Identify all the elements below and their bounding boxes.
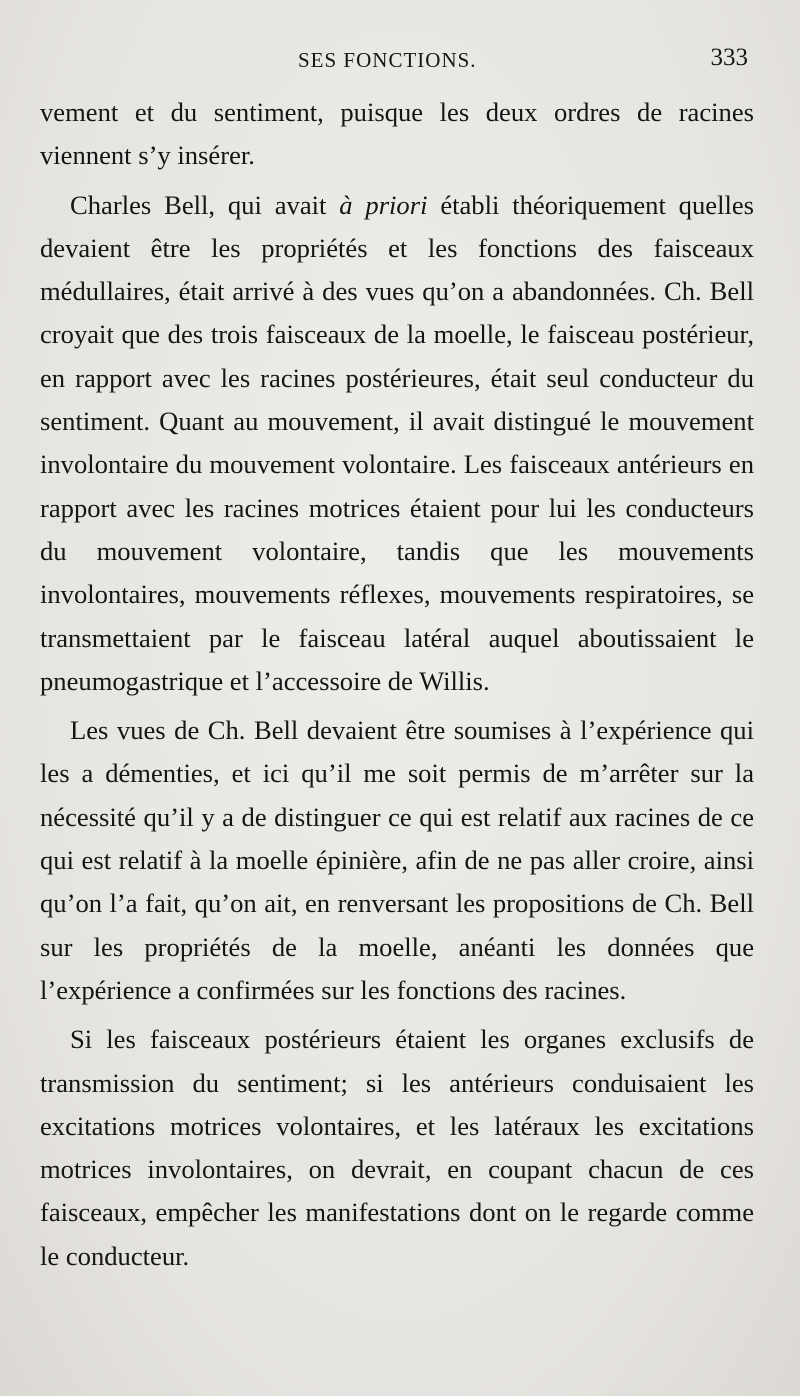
paragraph-2-italic: à priori (339, 189, 428, 220)
paragraph-2 (40, 184, 754, 704)
paragraph-3: Les vues de Ch. Bell devaient être soumises à l’expérience qui les a démenties, et ici qu’il me soit permis de m’arrêter sur la nécessité qu’il y a de distinguer ce qui est relatif aux racines de ce qui est relatif à la moelle épinière, afin de ne pas aller croire, ainsi qu’on l’a fait, qu’on ait, en renversant les propositions de Ch. Bell sur les propriétés de la moelle, anéanti les données que l’expérience a confirmées sur les fonctions des racines. (40, 715, 754, 1005)
paragraph-4: Si les faisceaux postérieurs étaient les organes exclusifs de transmission du sentiment; si les antérieurs conduisaient les excitations motrices volontaires, et les latéraux les excitations motrices involontaires, on devrait, en coupant chacun de ces faisceaux, empêcher les manifestations dont on le regarde comme le conducteur. (40, 1024, 754, 1271)
paragraph-1: vement et du sentiment, puisque les deux ordres de racines viennent s’y insérer. (40, 97, 754, 171)
paragraph-2-rest: établi théoriquement quelles devaient être les propriétés et les fonctions des faisceaux médullaires, était arrivé à des vues qu’on a abandonnées. Ch. Bell croyait que des trois faisceaux de la moelle, le faisceau postérieur, en rapport avec les racines postérieures, était seul conducteur du sentiment. Quant au mouvement, il avait distingué le mouvement involontaire du mouvement volontaire. Les faisceaux antérieurs en rapport avec les racines motrices étaient pour lui les conducteurs du mouvement volontaire, tandis que les mouvements involontaires, mouvements réflexes, mouvements respiratoires, se transmettaient par le faisceau latéral auquel aboutissaient le pneumogastrique et l’accessoire de Willis. (40, 189, 754, 696)
page-number: 333 (710, 44, 748, 71)
body-text (40, 91, 754, 1280)
page-header (40, 44, 752, 80)
paragraph-2-start: Charles Bell, qui avait (70, 189, 340, 220)
running-title: SES FONCTIONS. (298, 48, 477, 72)
